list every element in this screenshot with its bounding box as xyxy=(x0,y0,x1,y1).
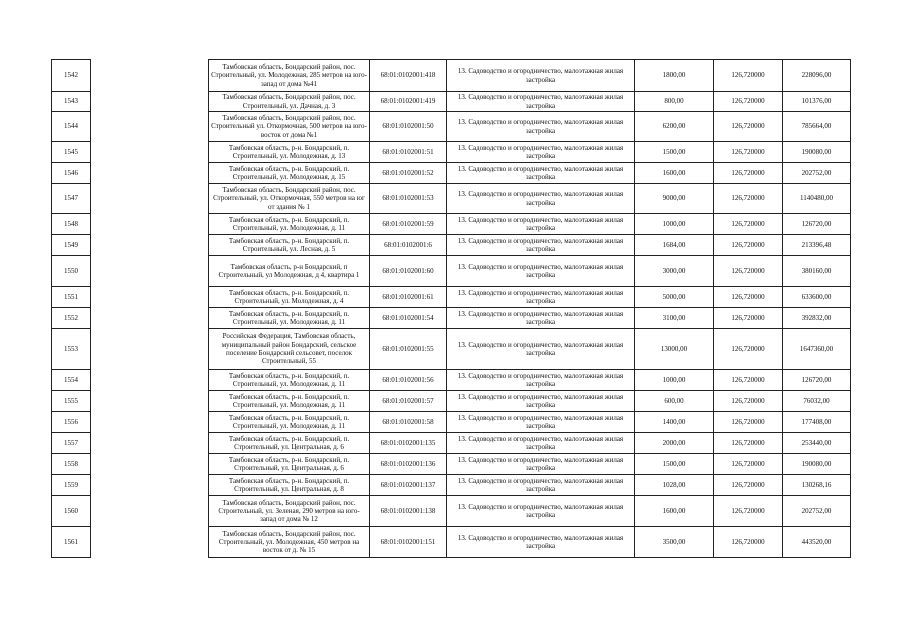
table-row xyxy=(209,60,851,92)
cadastral-value-cell: 202752,00 xyxy=(783,496,851,527)
cadastral-number-cell: 68:01:0102001:59 xyxy=(370,214,447,235)
area-cell: 1500,00 xyxy=(635,454,714,475)
area-cell: 1000,00 xyxy=(635,214,714,235)
row-number-cell: 1558 xyxy=(52,454,91,475)
rate-cell: 126,720000 xyxy=(714,256,783,287)
row-number-column xyxy=(51,59,91,558)
cadastral-value-cell: 126720,00 xyxy=(783,214,851,235)
cadastral-number-cell: 68:01:0102001:52 xyxy=(370,163,447,184)
table-row xyxy=(209,184,851,214)
cadastral-number-cell: 68:01:0102001:136 xyxy=(370,454,447,475)
row-number-cell: 1561 xyxy=(52,527,91,558)
row-number-row xyxy=(52,433,91,454)
rate-cell: 126,720000 xyxy=(714,287,783,308)
area-cell: 1000,00 xyxy=(635,370,714,391)
cadastral-value-cell: 126720,00 xyxy=(783,370,851,391)
land-use-cell: 13. Садоводство и огородничество, малоэтажная жилая застройка xyxy=(447,454,635,475)
rate-cell: 126,720000 xyxy=(714,235,783,256)
row-number-row xyxy=(52,391,91,412)
area-cell: 6200,00 xyxy=(635,112,714,142)
table-row xyxy=(209,112,851,142)
land-use-cell: 13. Садоводство и огородничество, малоэтажная жилая застройка xyxy=(447,214,635,235)
table-row xyxy=(209,433,851,454)
row-number-row xyxy=(52,454,91,475)
rate-cell: 126,720000 xyxy=(714,391,783,412)
cadastral-value-cell: 101376,00 xyxy=(783,92,851,112)
row-number-row xyxy=(52,112,91,142)
land-use-cell: 13. Садоводство и огородничество, малоэтажная жилая застройка xyxy=(447,235,635,256)
row-number-row xyxy=(52,163,91,184)
area-cell: 1800,00 xyxy=(635,60,714,92)
cadastral-number-cell: 68:01:0102001:57 xyxy=(370,391,447,412)
cadastral-value-cell: 202752,00 xyxy=(783,163,851,184)
land-use-cell: 13. Садоводство и огородничество, малоэтажная жилая застройка xyxy=(447,412,635,433)
area-cell: 600,00 xyxy=(635,391,714,412)
row-number-row xyxy=(52,142,91,163)
row-number-row xyxy=(52,256,91,287)
table-row xyxy=(209,370,851,391)
table-row xyxy=(209,256,851,287)
land-use-cell: 13. Садоводство и огородничество, малоэтажная жилая застройка xyxy=(447,142,635,163)
address-cell: Тамбовская область, р-н. Бондарский, п. Строительный, ул. Молодежная, д. 4 xyxy=(209,287,370,308)
cadastral-value-cell: 228096,00 xyxy=(783,60,851,92)
row-number-row xyxy=(52,184,91,214)
rate-cell: 126,720000 xyxy=(714,92,783,112)
cadastral-number-cell: 68:01:0102001:51 xyxy=(370,142,447,163)
row-number-cell: 1560 xyxy=(52,496,91,527)
rate-cell: 126,720000 xyxy=(714,527,783,558)
row-number-cell: 1556 xyxy=(52,412,91,433)
row-number-row xyxy=(52,235,91,256)
row-number-row xyxy=(52,214,91,235)
row-number-cell: 1551 xyxy=(52,287,91,308)
area-cell: 9000,00 xyxy=(635,184,714,214)
row-number-cell: 1545 xyxy=(52,142,91,163)
table-row xyxy=(209,391,851,412)
cadastral-number-cell: 68:01:0102001:418 xyxy=(370,60,447,92)
cadastral-number-cell: 68:01:0102001:419 xyxy=(370,92,447,112)
land-use-cell: 13. Садоводство и огородничество, малоэтажная жилая застройка xyxy=(447,92,635,112)
table-row xyxy=(209,329,851,370)
row-number-cell: 1550 xyxy=(52,256,91,287)
area-cell: 1500,00 xyxy=(635,142,714,163)
address-cell: Тамбовская область, Бондарский район, пос. Строительный, ул. Откормочная, 550 метров на юг от здания № 1 xyxy=(209,184,370,214)
area-cell: 1400,00 xyxy=(635,412,714,433)
cadastral-number-cell: 68:01:0102001:55 xyxy=(370,329,447,370)
cadastral-value-cell: 130268,16 xyxy=(783,475,851,496)
table-row xyxy=(209,214,851,235)
cadastral-number-cell: 68:01:0102001:56 xyxy=(370,370,447,391)
table-row xyxy=(209,142,851,163)
area-cell: 1600,00 xyxy=(635,496,714,527)
rate-cell: 126,720000 xyxy=(714,475,783,496)
cadastral-value-cell: 380160,00 xyxy=(783,256,851,287)
row-number-row xyxy=(52,329,91,370)
address-cell: Тамбовская область, р-н. Бондарский, п. Строительный, ул. Молодежная, д. 15 xyxy=(209,163,370,184)
cadastral-number-cell: 68:01:0102001:138 xyxy=(370,496,447,527)
cadastral-number-cell: 68:01:0102001:137 xyxy=(370,475,447,496)
row-number-cell: 1553 xyxy=(52,329,91,370)
land-use-cell: 13. Садоводство и огородничество, малоэтажная жилая застройка xyxy=(447,475,635,496)
address-cell: Тамбовская область, Бондарский район, пос. Строительный, ул. Дачная, д. 3 xyxy=(209,92,370,112)
address-cell: Тамбовская область, Бондарский район, пос. Строительный, ул. Зеленая, 290 метров на юго-запад от дома № 12 xyxy=(209,496,370,527)
row-number-cell: 1543 xyxy=(52,92,91,112)
cadastral-number-cell: 68:01:0102001:54 xyxy=(370,308,447,329)
address-cell: Тамбовская область, р-н. Бондарский, п. Строительный, ул. Центральная, д. 6 xyxy=(209,454,370,475)
cadastral-value-cell: 213396,48 xyxy=(783,235,851,256)
land-use-cell: 13. Садоводство и огородничество, малоэтажная жилая застройка xyxy=(447,60,635,92)
row-number-row xyxy=(52,92,91,112)
row-number-cell: 1557 xyxy=(52,433,91,454)
land-use-cell: 13. Садоводство и огородничество, малоэтажная жилая застройка xyxy=(447,329,635,370)
rate-cell: 126,720000 xyxy=(714,184,783,214)
cadastral-value-cell: 443520,00 xyxy=(783,527,851,558)
rate-cell: 126,720000 xyxy=(714,433,783,454)
row-number-row xyxy=(52,287,91,308)
cadastral-number-cell: 68:01:0102001:6 xyxy=(370,235,447,256)
area-cell: 800,00 xyxy=(635,92,714,112)
address-cell: Тамбовская область, р-н. Бондарский, п. Строительный, ул. Молодежная, д. 11 xyxy=(209,370,370,391)
rate-cell: 126,720000 xyxy=(714,214,783,235)
address-cell: Тамбовская область, р-н. Бондарский, п. Строительный, ул. Молодежная, д. 11 xyxy=(209,391,370,412)
rate-cell: 126,720000 xyxy=(714,370,783,391)
area-cell: 5000,00 xyxy=(635,287,714,308)
row-number-cell: 1552 xyxy=(52,308,91,329)
table-row xyxy=(209,527,851,558)
address-cell: Тамбовская область, Бондарский район, пос. Строительный, ул. Молодежная, 450 метров на восток от д. № 15 xyxy=(209,527,370,558)
area-cell: 2000,00 xyxy=(635,433,714,454)
cadastral-value-cell: 392832,00 xyxy=(783,308,851,329)
table-row xyxy=(209,454,851,475)
address-cell: Тамбовская область, Бондарский район, пос. Строительный, ул. Молодежная, 285 метров на юго-запад от дома №41 xyxy=(209,60,370,92)
cadastral-number-cell: 68:01:0102001:53 xyxy=(370,184,447,214)
row-number-cell: 1555 xyxy=(52,391,91,412)
area-cell: 3500,00 xyxy=(635,527,714,558)
area-cell: 1600,00 xyxy=(635,163,714,184)
address-cell: Тамбовская область, р-н. Бондарский, п. Строительный, ул. Молодежная, д. 11 xyxy=(209,412,370,433)
land-use-cell: 13. Садоводство и огородничество, малоэтажная жилая застройка xyxy=(447,496,635,527)
address-cell: Российская Федерация, Тамбовская область, муниципальный район Бондарский, сельское поселение Бондарский сельсовет, поселок Строительный, 55 xyxy=(209,329,370,370)
cadastral-number-cell: 68:01:0102001:61 xyxy=(370,287,447,308)
cadastral-value-cell: 253440,00 xyxy=(783,433,851,454)
cadastral-number-cell: 68:01:0102001:58 xyxy=(370,412,447,433)
table-row xyxy=(209,412,851,433)
cadastral-value-cell: 190080,00 xyxy=(783,142,851,163)
row-number-row xyxy=(52,308,91,329)
row-number-cell: 1549 xyxy=(52,235,91,256)
cadastral-value-cell: 1647360,00 xyxy=(783,329,851,370)
address-cell: Тамбовская область, р-н. Бондарский, п. Строительный, ул. Центральная, д. 8 xyxy=(209,475,370,496)
table-row xyxy=(209,287,851,308)
land-use-cell: 13. Садоводство и огородничество, малоэтажная жилая застройка xyxy=(447,256,635,287)
rate-cell: 126,720000 xyxy=(714,308,783,329)
rate-cell: 126,720000 xyxy=(714,412,783,433)
land-use-cell: 13. Садоводство и огородничество, малоэтажная жилая застройка xyxy=(447,163,635,184)
address-cell: Тамбовская область, р-н. Бондарский, п. Строительный, ул. Центральная, д. 6 xyxy=(209,433,370,454)
table-row xyxy=(209,496,851,527)
cadastral-value-cell: 785664,00 xyxy=(783,112,851,142)
land-use-cell: 13. Садоводство и огородничество, малоэтажная жилая застройка xyxy=(447,433,635,454)
address-cell: Тамбовская область, Бондарский район, пос. Строительный ул. Откормочная, 500 метров на юго-восток от дома №1 xyxy=(209,112,370,142)
land-use-cell: 13. Садоводство и огородничество, малоэтажная жилая застройка xyxy=(447,112,635,142)
rate-cell: 126,720000 xyxy=(714,163,783,184)
rate-cell: 126,720000 xyxy=(714,60,783,92)
row-number-cell: 1546 xyxy=(52,163,91,184)
row-number-row xyxy=(52,475,91,496)
address-cell: Тамбовская область, р-н. Бондарский, п. Строительный, ул. Лесная, д. 5 xyxy=(209,235,370,256)
cadastral-number-cell: 68:01:0102001:50 xyxy=(370,112,447,142)
table-row xyxy=(209,163,851,184)
row-number-row xyxy=(52,60,91,92)
cadastral-number-cell: 68:01:0102001:135 xyxy=(370,433,447,454)
area-cell: 13000,00 xyxy=(635,329,714,370)
table-row xyxy=(209,308,851,329)
row-number-row xyxy=(52,412,91,433)
row-number-row xyxy=(52,496,91,527)
table-row xyxy=(209,92,851,112)
land-use-cell: 13. Садоводство и огородничество, малоэтажная жилая застройка xyxy=(447,308,635,329)
row-number-cell: 1548 xyxy=(52,214,91,235)
row-number-cell: 1542 xyxy=(52,60,91,92)
rate-cell: 126,720000 xyxy=(714,329,783,370)
address-cell: Тамбовская область, р-н. Бондарский, п. Строительный, ул. Молодежная, д. 11 xyxy=(209,308,370,329)
cadastral-number-cell: 68:01:0102001:60 xyxy=(370,256,447,287)
rate-cell: 126,720000 xyxy=(714,142,783,163)
land-use-cell: 13. Садоводство и огородничество, малоэтажная жилая застройка xyxy=(447,391,635,412)
rate-cell: 126,720000 xyxy=(714,496,783,527)
table-row xyxy=(209,475,851,496)
area-cell: 3100,00 xyxy=(635,308,714,329)
cadastral-value-cell: 76032,00 xyxy=(783,391,851,412)
land-use-cell: 13. Садоводство и огородничество, малоэтажная жилая застройка xyxy=(447,184,635,214)
address-cell: Тамбовская область, р-н. Бондарский, п. Строительный, ул. Молодежная, д. 13 xyxy=(209,142,370,163)
address-cell: Тамбовская область, р-н. Бондарский, п. Строительный, ул. Молодежная, д. 11 xyxy=(209,214,370,235)
land-use-cell: 13. Садоводство и огородничество, малоэтажная жилая застройка xyxy=(447,287,635,308)
row-number-row xyxy=(52,527,91,558)
area-cell: 1028,00 xyxy=(635,475,714,496)
cadastral-number-cell: 68:01:0102001:151 xyxy=(370,527,447,558)
row-number-cell: 1559 xyxy=(52,475,91,496)
table-row xyxy=(209,235,851,256)
area-cell: 1684,00 xyxy=(635,235,714,256)
area-cell: 3000,00 xyxy=(635,256,714,287)
rate-cell: 126,720000 xyxy=(714,454,783,475)
cadastral-value-cell: 177408,00 xyxy=(783,412,851,433)
row-number-cell: 1544 xyxy=(52,112,91,142)
land-parcels-table xyxy=(208,59,851,558)
cadastral-value-cell: 633600,00 xyxy=(783,287,851,308)
cadastral-value-cell: 1140480,00 xyxy=(783,184,851,214)
land-use-cell: 13. Садоводство и огородничество, малоэтажная жилая застройка xyxy=(447,370,635,391)
land-use-cell: 13. Садоводство и огородничество, малоэтажная жилая застройка xyxy=(447,527,635,558)
row-number-cell: 1547 xyxy=(52,184,91,214)
address-cell: Тамбовская область, р-н Бондарский, п Строительный, ул Молодежная, д 4, квартира 1 xyxy=(209,256,370,287)
row-number-cell: 1554 xyxy=(52,370,91,391)
row-number-row xyxy=(52,370,91,391)
cadastral-value-cell: 190080,00 xyxy=(783,454,851,475)
rate-cell: 126,720000 xyxy=(714,112,783,142)
